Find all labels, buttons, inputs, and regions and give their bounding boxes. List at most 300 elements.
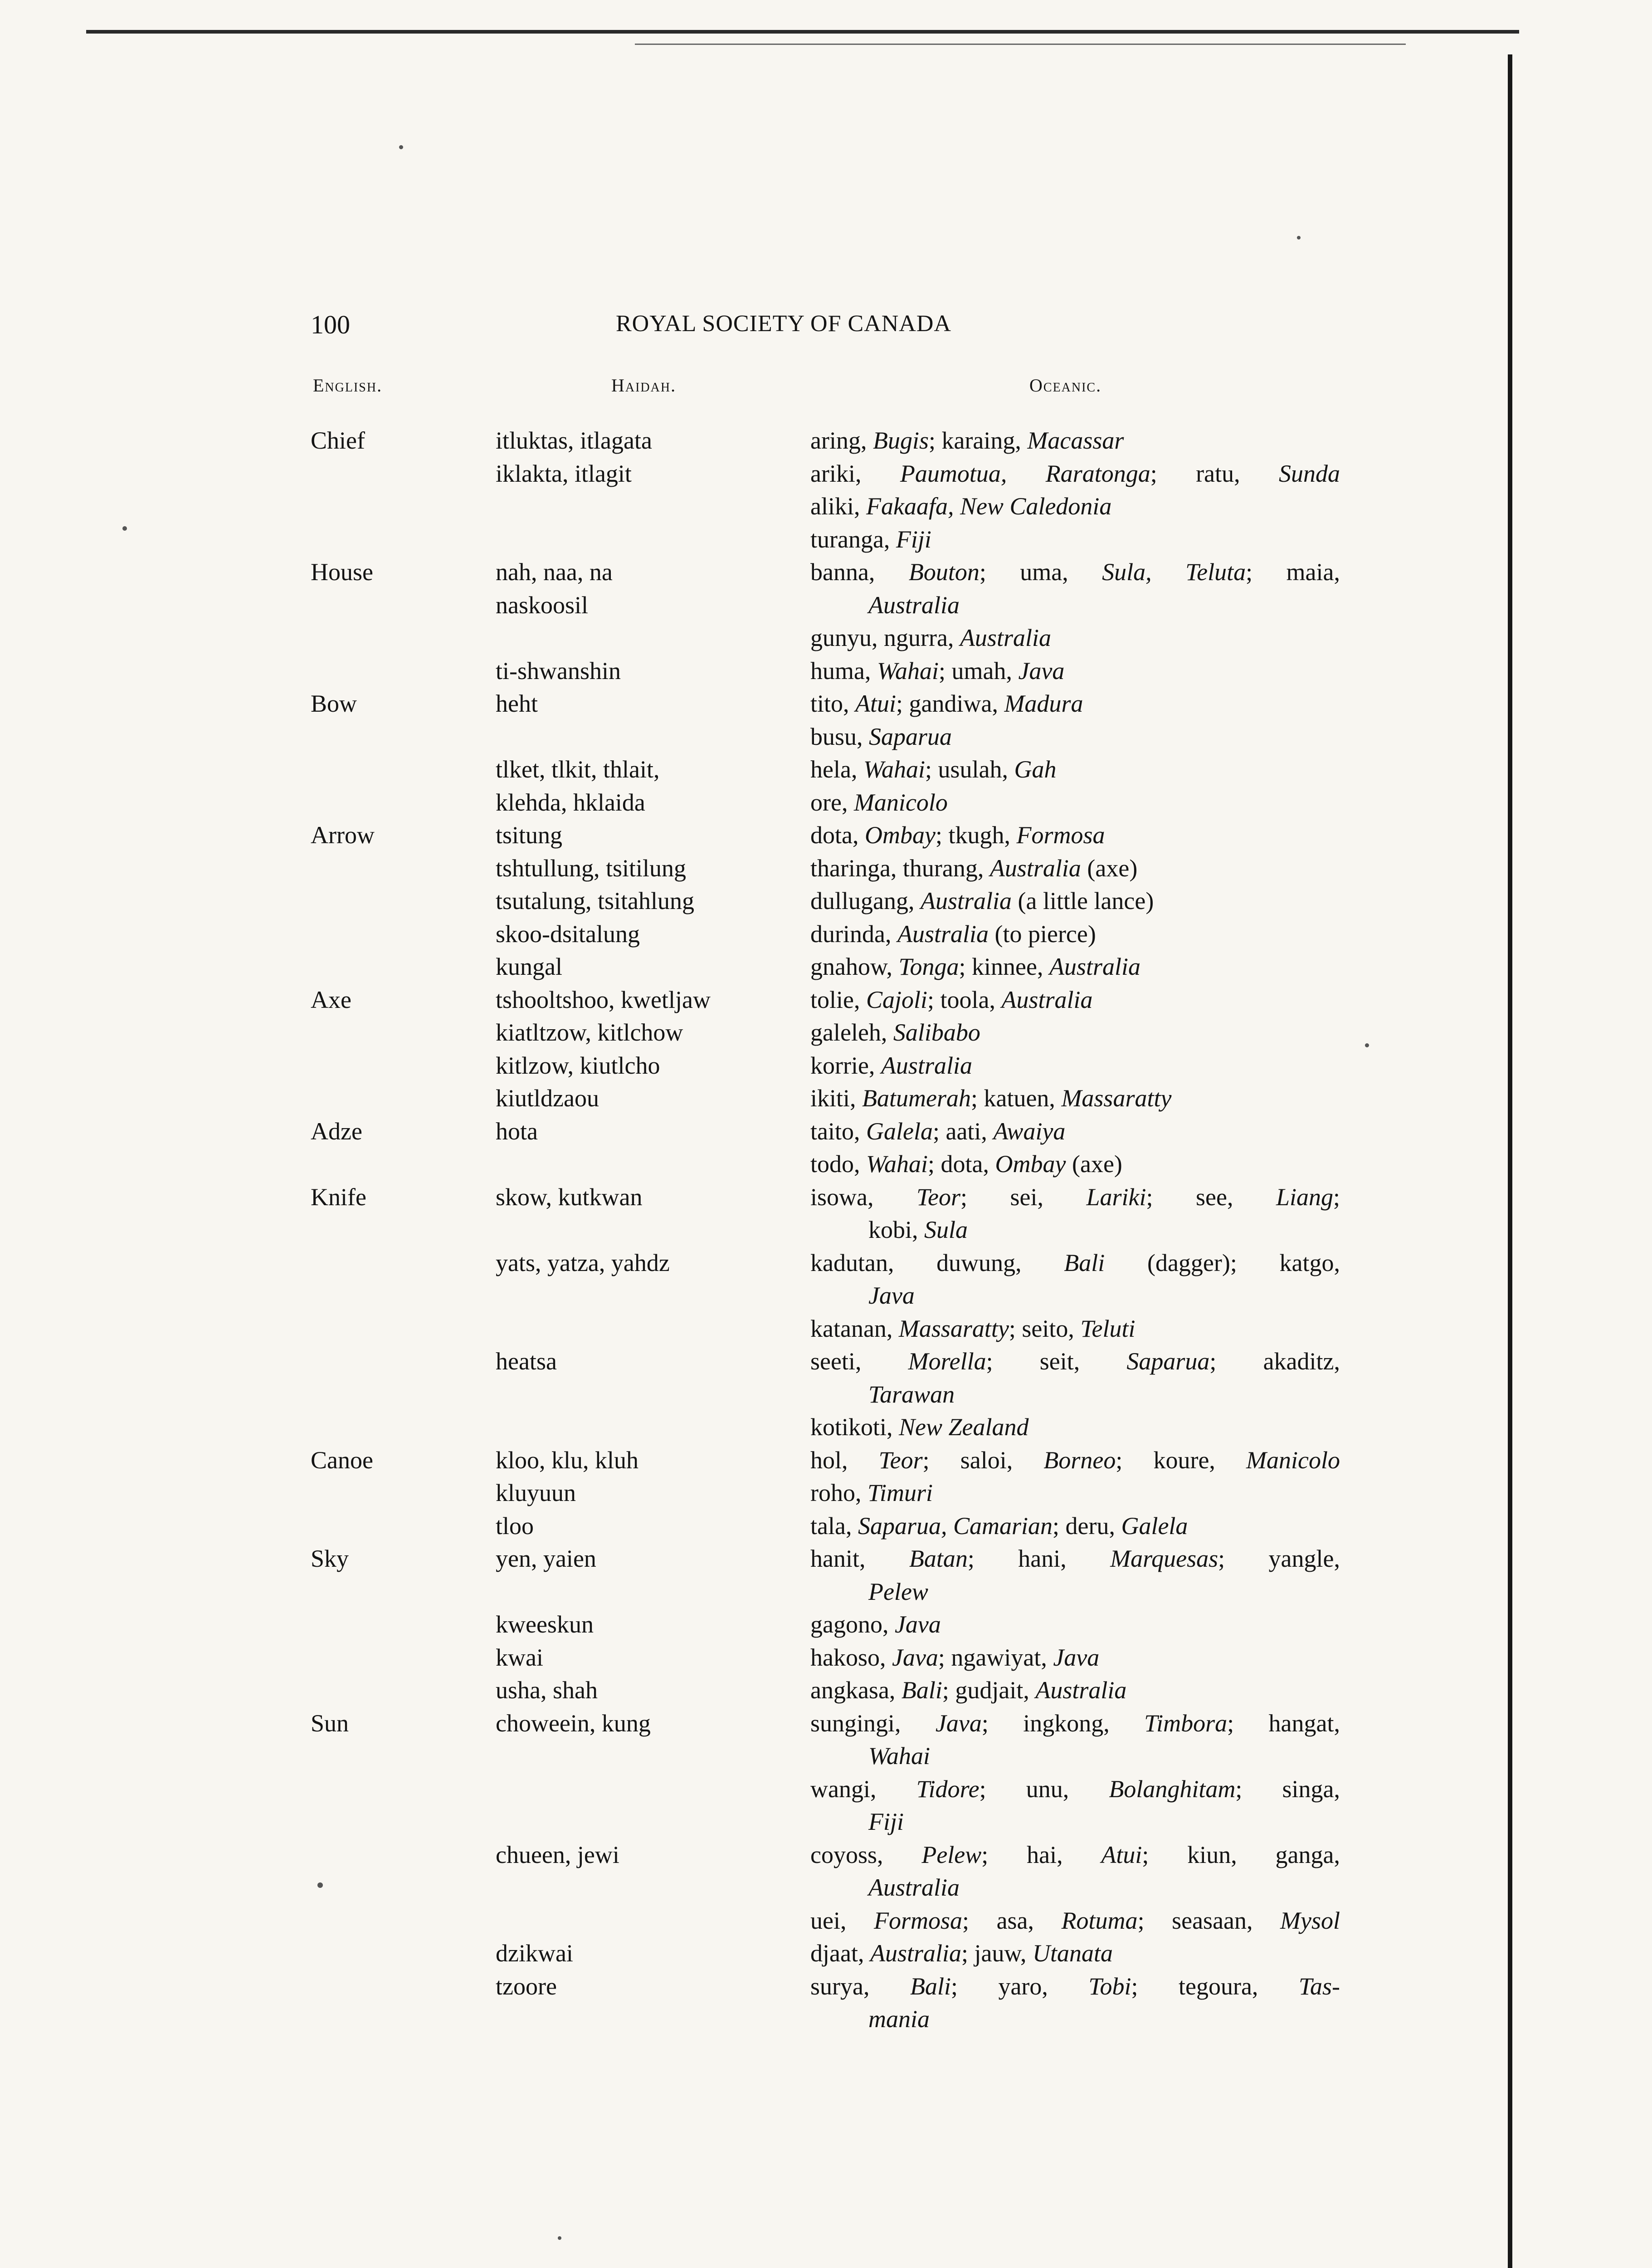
haidah-word: nah, naa, na [496,558,613,586]
oceanic-word: gunyu, ngurra, [810,624,960,651]
place-name: Australia [960,624,1051,651]
scan-speck [1365,1043,1369,1047]
oceanic-equivalents [810,424,1124,457]
oceanic-word: katanan, [810,1315,899,1342]
oceanic-word: hanit, [810,1545,909,1572]
oceanic-word: ; deru, [1053,1512,1121,1540]
haidah-word: usha, shah [496,1677,598,1704]
place-name: Wahai [868,1742,931,1769]
place-name: Formosa [874,1906,963,1934]
vocab-row [0,621,1652,654]
oceanic-equivalents [868,1805,904,1838]
oceanic-word: ; kiun, ganga, [1142,1841,1340,1868]
oceanic-equivalents [810,1674,1126,1706]
oceanic-equivalents [810,1181,1340,1213]
place-name: Galela [1121,1512,1188,1540]
vocab-row [0,1181,1652,1213]
vocab-row [0,1345,1652,1378]
page-number: 100 [311,310,350,339]
oceanic-word: ; sei, [960,1183,1087,1211]
place-name: Macassar [1027,427,1124,454]
place-name: Java [1018,657,1065,684]
oceanic-word: ikiti, [810,1085,863,1112]
oceanic-equivalents [810,950,1140,983]
vocab-row [0,523,1652,556]
haidah-word: heht [496,690,538,717]
oceanic-word: ; jauw, [961,1940,1033,1967]
oceanic-word: ; seit, [986,1348,1127,1375]
place-name: Australia [870,1940,961,1967]
oceanic-word: ore, [810,788,854,816]
oceanic-word: ariki, [810,459,900,487]
place-name: Wahai [863,756,925,783]
place-name: Java [894,1611,941,1638]
place-name: Teor [916,1183,961,1211]
oceanic-equivalents [868,2003,930,2035]
haidah-word: heatsa [496,1348,557,1375]
place-name: Timbora [1144,1709,1228,1737]
oceanic-equivalents [810,1148,1122,1180]
oceanic-word: ; ngawiyat, [938,1643,1053,1671]
oceanic-word: ; ingkong, [981,1709,1145,1737]
oceanic-word: seeti, [810,1348,908,1375]
place-name: Australia [1035,1677,1127,1704]
haidah-word: skoo-dsitalung [496,920,640,948]
place-name: Awaiya [993,1117,1066,1145]
haidah-word: itluktas, itlagata [496,427,652,454]
vocab-row [0,1904,1652,1937]
vocab-row [0,1740,1652,1772]
oceanic-equivalents [810,655,1064,687]
place-name: Timuri [867,1479,933,1506]
oceanic-word: durinda, [810,920,897,948]
place-name: Utanata [1032,1940,1113,1967]
oceanic-word: ; singa, [1235,1775,1340,1803]
place-name: Manicolo [1246,1446,1340,1474]
oceanic-word: gnahow, [810,953,899,980]
place-name: Australia [881,1051,972,1079]
vocab-row [0,852,1652,885]
place-name: Australia [897,920,989,948]
place-name: Saparua [1126,1348,1210,1375]
oceanic-word: todo, [810,1150,867,1178]
oceanic-equivalents [868,589,960,621]
oceanic-word: korrie, [810,1051,881,1079]
place-name: Batan [909,1545,968,1572]
oceanic-word: djaat, [810,1940,870,1967]
place-name: Paumotua, Raratonga [900,459,1150,487]
place-name: Madura [1004,690,1083,717]
oceanic-word: (dagger); katgo, [1105,1249,1340,1276]
column-header-oceanic: Oceanic. [1029,375,1102,396]
place-name: Australia [868,1874,960,1901]
oceanic-equivalents [810,1345,1340,1378]
place-name: Rotuma [1061,1906,1138,1934]
oceanic-word: ; toola, [927,986,1002,1013]
vocab-row [0,1312,1652,1345]
haidah-word: kiatltzow, kitlchow [496,1019,683,1046]
place-name: Saparua, Camarian [858,1512,1053,1540]
column-header-english: English. [313,375,383,396]
vocab-row [0,918,1652,950]
oceanic-equivalents [868,1575,928,1608]
scan-speck [558,2236,561,2240]
vocab-row [0,1115,1652,1148]
oceanic-equivalents [810,786,948,819]
english-word: Adze [311,1117,362,1145]
vocab-row [0,556,1652,588]
oceanic-word: roho, [810,1479,867,1506]
place-name: Morella [908,1348,986,1375]
oceanic-word: gagono, [810,1611,895,1638]
oceanic-word: (axe) [1066,1150,1122,1178]
haidah-word: yen, yaien [496,1545,596,1572]
place-name: Wahai [866,1150,928,1178]
haidah-word: choweein, kung [496,1709,651,1737]
scan-speck [1297,236,1301,240]
oceanic-equivalents [810,1937,1113,1970]
vocab-row [0,1279,1652,1312]
oceanic-word: ; unu, [979,1775,1109,1803]
vocab-row [0,1378,1652,1411]
oceanic-word: (axe) [1081,854,1138,882]
vocab-row [0,1148,1652,1180]
place-name: Liang [1276,1183,1333,1211]
oceanic-word: tala, [810,1512,858,1540]
oceanic-equivalents [810,523,931,556]
place-name: Australia [1001,986,1093,1013]
vocab-row [0,1082,1652,1114]
oceanic-word: ; saloi, [922,1446,1044,1474]
vocab-row [0,1871,1652,1904]
place-name: Pelew [921,1841,982,1868]
place-name: Australia [868,591,960,619]
english-word: Sun [311,1709,349,1737]
english-word: Sky [311,1545,349,1572]
oceanic-word: ; seito, [1009,1315,1081,1342]
oceanic-word: aliki, [810,493,866,520]
oceanic-word: ; usulah, [925,756,1014,783]
oceanic-word: ; akaditz, [1209,1348,1340,1375]
oceanic-equivalents [810,819,1105,851]
place-name: Bouton [908,558,980,586]
oceanic-equivalents [810,1444,1340,1476]
haidah-word: tshooltshoo, kwetljaw [496,986,711,1013]
haidah-word: tsutalung, tsitahlung [496,887,694,914]
place-name: Java [1053,1643,1100,1671]
haidah-word: chueen, jewi [496,1841,619,1868]
place-name: Australia [1049,953,1141,980]
scan-speck [317,1882,323,1888]
oceanic-equivalents [810,490,1111,523]
oceanic-equivalents [810,1049,972,1082]
haidah-word: kungal [496,953,562,980]
vocab-row [0,2003,1652,2035]
oceanic-word: hela, [810,756,863,783]
oceanic-word: tito, [810,690,856,717]
oceanic-word: ; yaro, [950,1972,1089,2000]
oceanic-equivalents [810,1542,1340,1575]
oceanic-word: sungingi, [810,1709,936,1737]
oceanic-word: ; umah, [939,657,1018,684]
oceanic-word: ; seasaan, [1137,1906,1281,1934]
oceanic-word: hol, [810,1446,879,1474]
oceanic-word: ; hai, [981,1841,1101,1868]
place-name: Lariki [1086,1183,1146,1211]
place-name: Mysol [1280,1906,1340,1934]
oceanic-equivalents [810,918,1096,950]
vocab-row [0,1510,1652,1542]
oceanic-word: hakoso, [810,1643,892,1671]
oceanic-equivalents [810,1082,1171,1114]
oceanic-word: dota, [810,821,865,849]
oceanic-word: ; ratu, [1150,459,1279,487]
oceanic-word: galeleh, [810,1019,893,1046]
oceanic-word: ; yangle, [1218,1545,1340,1572]
oceanic-equivalents [810,1476,933,1509]
english-word: Arrow [311,821,375,849]
place-name: Teluti [1080,1315,1135,1342]
oceanic-word: ; aati, [932,1117,994,1145]
place-name: Atui [1101,1841,1142,1868]
oceanic-word: ; kinnee, [959,953,1049,980]
vocab-row [0,1575,1652,1608]
place-name: Tidore [916,1775,980,1803]
oceanic-word: angkasa, [810,1677,902,1704]
oceanic-word: isowa, [810,1183,916,1211]
haidah-word: iklakta, itlagit [496,459,632,487]
oceanic-equivalents [810,1312,1135,1345]
oceanic-equivalents [810,1641,1099,1674]
place-name: Teor [878,1446,923,1474]
oceanic-word: coyoss, [810,1841,922,1868]
oceanic-word: ; katuen, [970,1085,1062,1112]
vocab-row [0,457,1652,490]
oceanic-equivalents [810,983,1093,1016]
vocab-row [0,1016,1652,1049]
place-name: Ombay [864,821,936,849]
oceanic-equivalents [810,1246,1340,1279]
place-name: Tas- [1298,1972,1340,2000]
vocab-row [0,786,1652,819]
place-name: New Zealand [899,1413,1029,1441]
oceanic-word: wangi, [810,1775,916,1803]
oceanic-word: ; dota, [928,1150,995,1178]
place-name: Bali [901,1677,942,1704]
oceanic-word: (to pierce) [988,920,1096,948]
haidah-word: kweeskun [496,1611,594,1638]
oceanic-equivalents [810,720,952,753]
place-name: Tonga [898,953,959,980]
haidah-word: kwai [496,1643,543,1671]
vocab-row [0,1476,1652,1509]
oceanic-equivalents [868,1279,915,1312]
oceanic-word: ; tegoura, [1131,1972,1299,2000]
vocab-row [0,1542,1652,1575]
oceanic-equivalents [810,1608,941,1641]
haidah-word: klehda, hklaida [496,788,645,816]
place-name: Sula, Teluta [1102,558,1246,586]
place-name: Massaratty [1061,1085,1172,1112]
place-name: Bali [910,1972,951,2000]
oceanic-equivalents [810,1707,1340,1740]
vocab-row [0,424,1652,457]
oceanic-word: taito, [810,1117,866,1145]
place-name: Wahai [877,657,939,684]
haidah-word: kitlzow, kiutlcho [496,1051,660,1079]
oceanic-word: tharinga, thurang, [810,854,990,882]
oceanic-equivalents [810,621,1051,654]
place-name: Java [935,1709,982,1737]
place-name: Batumerah [862,1085,971,1112]
oceanic-equivalents [810,1970,1340,2003]
haidah-word: ti-shwanshin [496,657,621,684]
place-name: Fiji [896,525,931,553]
place-name: Fakaafa, New Caledonia [866,493,1112,520]
haidah-word: naskoosil [496,591,589,619]
place-name: Pelew [868,1578,928,1605]
vocab-row [0,687,1652,720]
oceanic-word: turanga, [810,525,896,553]
oceanic-word: ; koure, [1116,1446,1247,1474]
oceanic-equivalents [810,753,1056,786]
place-name: Marquesas [1110,1545,1218,1572]
haidah-word: kiutldzaou [496,1085,599,1112]
vocab-row [0,720,1652,753]
oceanic-word: huma, [810,657,877,684]
haidah-word: kluyuun [496,1479,576,1506]
place-name: Tarawan [868,1380,955,1408]
place-name: Bolanghitam [1109,1775,1236,1803]
vocab-row [0,1773,1652,1805]
scan-speck [122,526,127,531]
english-word: Chief [311,427,365,454]
oceanic-word: kobi, [868,1216,925,1243]
place-name: Manicolo [853,788,948,816]
oceanic-equivalents [810,556,1340,588]
oceanic-word: (a little lance) [1012,887,1154,914]
haidah-word: tshtullung, tsitilung [496,854,687,882]
vocab-row [0,1213,1652,1246]
oceanic-word: banna, [810,558,909,586]
oceanic-word: dullugang, [810,887,921,914]
oceanic-word: ; maia, [1246,558,1340,586]
oceanic-equivalents [810,687,1083,720]
oceanic-word: ; asa, [962,1906,1062,1934]
oceanic-equivalents [810,1115,1065,1148]
vocab-row [0,1411,1652,1443]
vocab-row [0,1444,1652,1476]
place-name: Sunda [1279,459,1340,487]
haidah-word: tlket, tlkit, thlait, [496,756,660,783]
english-word: Bow [311,690,357,717]
place-name: Australia [989,854,1081,882]
oceanic-word: aring, [810,427,873,454]
place-name: Atui [855,690,897,717]
oceanic-word: uei, [810,1906,874,1934]
haidah-word: tzoore [496,1972,557,2000]
vocab-row [0,1608,1652,1641]
vocab-row [0,1246,1652,1279]
oceanic-word: kadutan, duwung, [810,1249,1064,1276]
place-name: Saparua [869,723,952,750]
haidah-word: tloo [496,1512,534,1540]
oceanic-equivalents [810,885,1154,917]
oceanic-equivalents [868,1871,960,1904]
vocab-row [0,490,1652,523]
place-name: Fiji [868,1808,904,1835]
place-name: Massaratty [898,1315,1009,1342]
oceanic-equivalents [810,1411,1029,1443]
vocab-row [0,1707,1652,1740]
oceanic-word: busu, [810,723,869,750]
oceanic-equivalents [810,1904,1340,1937]
oceanic-equivalents [810,1510,1188,1542]
oceanic-word: kotikoti, [810,1413,899,1441]
oceanic-equivalents [868,1378,955,1411]
vocab-row [0,655,1652,687]
haidah-word: tsitung [496,821,563,849]
scan-speck [399,145,403,149]
top-border-rule-thin [635,44,1406,45]
place-name: Ombay [995,1150,1066,1178]
haidah-word: kloo, klu, kluh [496,1446,639,1474]
haidah-word: yats, yatza, yahdz [496,1249,670,1276]
vocab-row [0,1641,1652,1674]
place-name: Tobi [1088,1972,1131,2000]
vocab-row [0,1937,1652,1970]
place-name: Formosa [1016,821,1105,849]
place-name: Salibabo [893,1019,980,1046]
vocab-row [0,1674,1652,1706]
place-name: Gah [1014,756,1057,783]
place-name: Cajoli [866,986,928,1013]
oceanic-word: ; uma, [979,558,1102,586]
oceanic-word: ; gandiwa, [896,690,1004,717]
vocab-row [0,1970,1652,2003]
oceanic-equivalents [810,1016,980,1049]
top-border-rule [86,30,1519,34]
vocab-row [0,1838,1652,1871]
oceanic-equivalents [868,1740,930,1772]
oceanic-word: ; gudjait, [942,1677,1036,1704]
oceanic-equivalents [868,1213,968,1246]
vocab-row [0,589,1652,621]
oceanic-word: surya, [810,1972,910,2000]
place-name: Galela [866,1117,933,1145]
place-name: Java [892,1643,938,1671]
place-name: mania [868,2005,930,2033]
vocab-row [0,1049,1652,1082]
place-name: Java [868,1282,915,1309]
vocab-row [0,1805,1652,1838]
english-word: House [311,558,373,586]
vocab-row [0,950,1652,983]
oceanic-word: ; hani, [967,1545,1111,1572]
oceanic-word: ; see, [1146,1183,1276,1211]
place-name: Sula [924,1216,968,1243]
oceanic-equivalents [810,457,1340,490]
english-word: Axe [311,986,351,1013]
vocab-row [0,885,1652,917]
english-word: Knife [311,1183,366,1211]
place-name: Borneo [1043,1446,1116,1474]
oceanic-word: ; tkugh, [935,821,1017,849]
vocab-row [0,819,1652,851]
oceanic-equivalents [810,852,1137,885]
oceanic-word: ; karaing, [928,427,1028,454]
place-name: Bali [1064,1249,1105,1276]
